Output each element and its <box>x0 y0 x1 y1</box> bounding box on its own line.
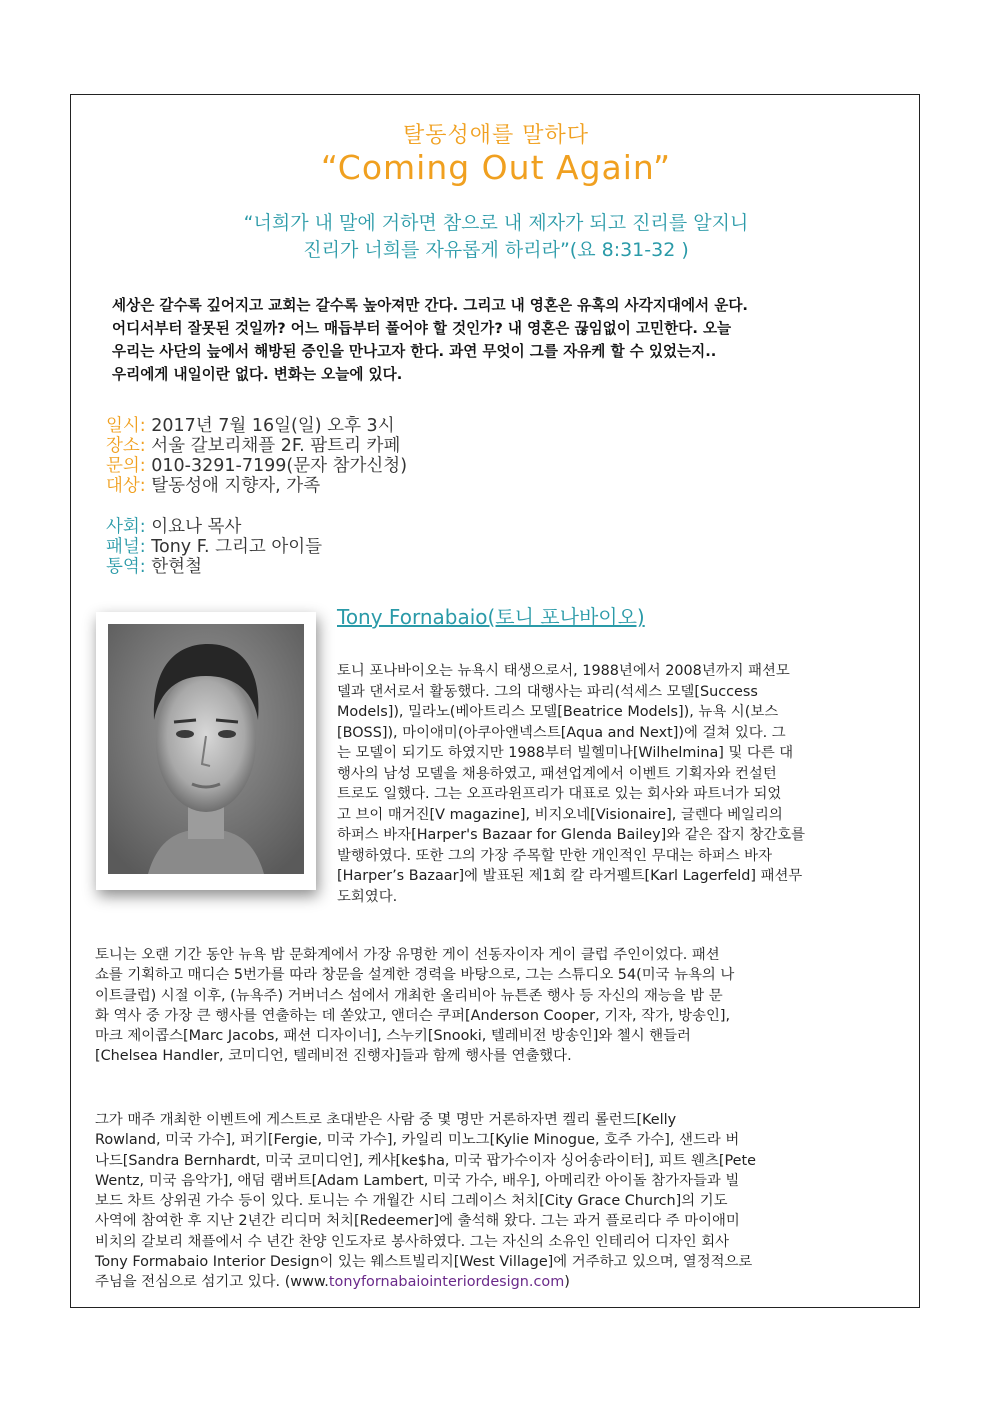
event-place <box>106 436 407 456</box>
para-line: 나드[Sandra Bernhardt, 미국 코미디언], 케샤[ke$ha, 미국 팝가수이자 싱어송라이터], 피트 웬츠[Pete <box>95 1152 756 1169</box>
event-info <box>106 416 407 496</box>
bible-verse <box>0 210 992 264</box>
bio-line: 행사의 남성 모델을 채용하였고, 패션업계에서 이벤트 기획자와 컨설턴 <box>337 765 777 782</box>
para-line: 그가 매주 개최한 이벤트에 게스트로 초대받은 사람 중 몇 명만 거론하자면 켈리 롤런드[Kelly <box>95 1112 677 1128</box>
bio-line: 고 브이 매거진[V magazine], 비지오네[Visionaire], 글렌다 베일리의 <box>337 806 783 823</box>
host <box>106 517 322 537</box>
event-date <box>106 416 407 436</box>
interpreter <box>106 557 322 577</box>
bio-line: 는 모델이 되기도 하였지만 1988부터 빌헬미나[Wilhelmina] 및 다른 대 <box>337 745 794 761</box>
bio-line: 토니 포나바이오는 뉴욕시 태생으로서, 1988년에서 2008년까지 패션모 <box>337 663 790 679</box>
bio-line: 발행하였다. 또한 그의 가장 주목할 만한 개인적인 무대는 하퍼스 바자 <box>337 847 772 864</box>
para-line: [Chelsea Handler, 코미디언, 텔레비전 진행자]들과 함께 행사를 연출했다. <box>95 1048 572 1065</box>
para-last-suffix: ) <box>564 1274 570 1291</box>
event-target <box>106 476 407 496</box>
para-line: 화 역사 중 가장 큰 행사를 연출하는 데 쏟았고, 앤더슨 쿠퍼[Anderson Cooper, 기자, 작가, 방송인], <box>95 1007 731 1024</box>
para-line: 보드 차트 상위권 가수 등이 있다. 토니는 수 개월간 시티 그레이스 처치[City Grace Church]의 기도 <box>95 1193 728 1210</box>
para-last-prefix: 주님을 전심으로 섬기고 있다. (www. <box>95 1274 329 1291</box>
bio-line: 도회였다. <box>337 888 398 905</box>
date-value: 2017년 7월 16일(일) 오후 3시 <box>145 416 395 436</box>
event-contact <box>106 456 407 476</box>
website-link[interactable]: tonyfornabaiointeriordesign.com <box>328 1274 565 1291</box>
title-korean: 탈동성애를 말하다 <box>402 123 589 148</box>
portrait-image <box>108 624 304 874</box>
para-line: 토니는 오랜 기간 동안 뉴욕 밤 문화계에서 가장 유명한 게이 선동자이자 게이 클럽 주인이었다. 패션 <box>95 947 720 963</box>
para-line: 이트클럽) 시절 이후, (뉴욕주) 거버너스 섬에서 개최한 올리비아 뉴튼존 행사 등 자신의 재능을 밤 문 <box>95 987 723 1004</box>
place-value: 서울 갈보리채플 2F. 팜트리 카페 <box>145 436 401 456</box>
interp-value: 한현철 <box>145 557 202 577</box>
verse-line: 진리가 너희를 자유롭게 하리라”(요 8:31-32 ) <box>303 239 689 261</box>
title-english: “Coming Out Again” <box>320 148 672 187</box>
target-value: 탈동성애 지향자, 가족 <box>145 476 321 496</box>
intro-line: 세상은 갈수록 깊어지고 교회는 갈수록 높아져만 간다. 그리고 내 영혼은 유혹의 사각지대에서 운다. <box>112 297 748 314</box>
intro-line: 우리에게 내일이란 없다. 변화는 오늘에 있다. <box>112 366 403 383</box>
panel <box>106 537 322 557</box>
intro-line: 어디서부터 잘못된 것일까? 어느 매듭부터 풀어야 할 것인가? 내 영혼은 끊임없이 고민한다. 오늘 <box>112 320 732 337</box>
bio-line: 하퍼스 바자[Harper's Bazaar for Glenda Bailey]와 같은 잡지 창간호를 <box>337 827 806 843</box>
intro-paragraph <box>112 294 892 386</box>
panel-label: 패널: <box>106 537 146 557</box>
place-label: 장소: <box>106 436 146 456</box>
para-line: 마크 제이콥스[Marc Jacobs, 패션 디자이너], 스누키[Snooki, 텔레비전 방송인]와 첼시 핸들러 <box>95 1028 691 1045</box>
date-label: 일시: <box>106 416 146 436</box>
para-line-last <box>95 1272 898 1292</box>
bio-line: Models]), 밀라노(베아트리스 모델[Beatrice Models]), 뉴욕 시(보스 <box>337 704 779 720</box>
contact-label: 문의: <box>106 456 146 476</box>
host-label: 사회: <box>106 517 146 537</box>
interp-label: 통역: <box>106 557 146 577</box>
bio-line: [Harper’s Bazaar]에 발표된 제1회 칼 라거펠트[Karl Lagerfeld] 패션무 <box>337 868 803 884</box>
panel-value: Tony F. 그리고 아이들 <box>145 537 323 557</box>
para-line: Rowland, 미국 가수], 퍼기[Fergie, 미국 가수], 카일리 미노그[Kylie Minogue, 호주 가수], 샌드라 버 <box>95 1132 740 1149</box>
para-line: 사역에 참여한 후 지난 2년간 리디머 처치[Redeemer]에 출석해 왔다. 그는 과거 플로리다 주 마이애미 <box>95 1213 740 1230</box>
host-value: 이요나 목사 <box>145 517 242 537</box>
para-line: 비치의 갈보리 채플에서 수 년간 찬양 인도자로 봉사하였다. 그는 자신의 소유인 인테리어 디자인 회사 <box>95 1233 729 1250</box>
target-label: 대상: <box>106 476 146 496</box>
people-info <box>106 517 322 577</box>
verse-line: “너희가 내 말에 거하면 참으로 내 제자가 되고 진리를 알지니 <box>243 212 749 234</box>
intro-line: 우리는 사단의 늪에서 해방된 증인을 만나고자 한다. 과연 무엇이 그를 자유케 할 수 있었는지.. <box>112 343 717 360</box>
portrait-photo <box>108 624 304 874</box>
guests-paragraph <box>95 1110 898 1293</box>
bio-paragraph <box>337 661 897 907</box>
bio-line: 트로도 일했다. 그는 오프라윈프리가 대표로 있는 회사와 파트너가 되었 <box>337 786 782 802</box>
nightlife-paragraph <box>95 945 898 1067</box>
bio-name-heading: Tony Fornabaio(토니 포나바이오) <box>337 605 645 629</box>
bio-line: 델과 댄서로서 활동했다. 그의 대행사는 파리(석세스 모델[Success <box>337 683 758 700</box>
portrait-photo-frame <box>96 612 316 890</box>
bio-line: [BOSS]), 마이애미(아쿠아앤넥스트[Aqua and Next])에 걸쳐 있다. 그 <box>337 724 786 741</box>
para-line: Wentz, 미국 음악가], 애덤 램버트[Adam Lambert, 미국 가수, 배우], 아메리칸 아이돌 참가자들과 빌 <box>95 1172 740 1189</box>
para-line: Tony Formabaio Interior Design이 있는 웨스트빌리지[West Village]에 거주하고 있으며, 열정적으로 <box>95 1254 753 1271</box>
contact-value: 010-3291-7199(문자 참가신청) <box>145 456 408 476</box>
para-line: 쇼를 기획하고 매디슨 5번가를 따라 창문을 설계한 경력을 바탕으로, 그는 스튜디오 54(미국 뉴욕의 나 <box>95 967 735 984</box>
